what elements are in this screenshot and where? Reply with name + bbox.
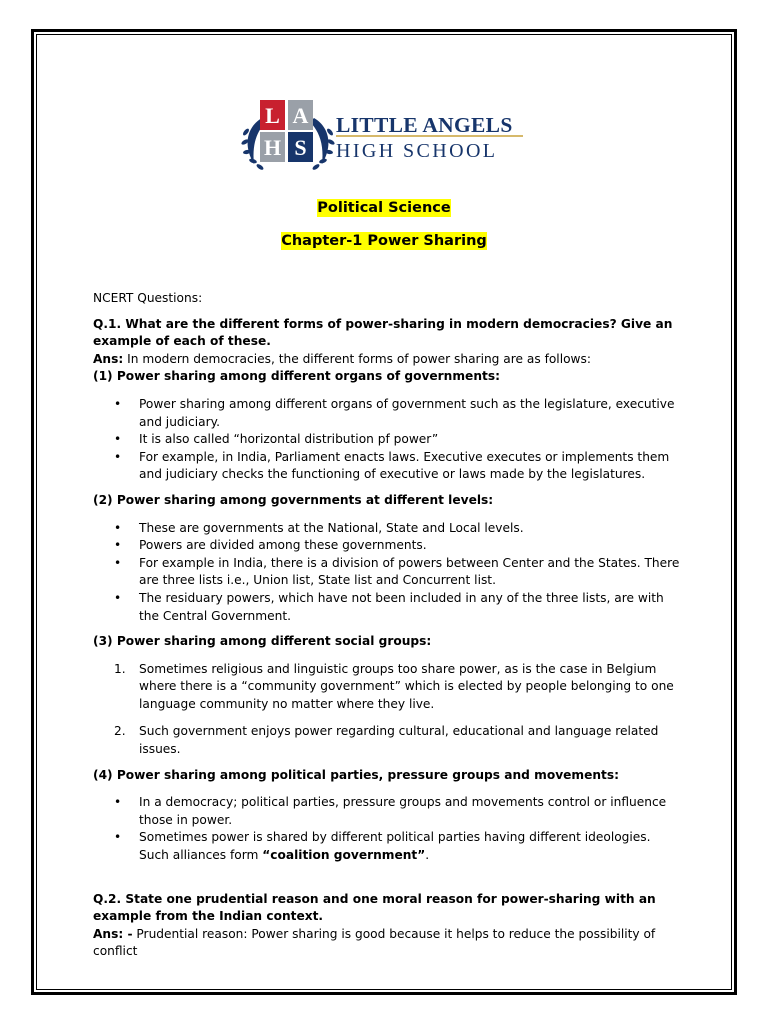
list-item: 2. Such government enjoys power regarding cultural, educational and language related issues. xyxy=(114,724,659,757)
list-item: • It is also called “horizontal distribution pf power” xyxy=(114,432,439,447)
title-text: Political Science xyxy=(317,200,451,216)
logo-letter-s: S xyxy=(294,135,307,160)
list-item: • The residuary powers, which have not been included in any of the three lists, are with the Central Government. xyxy=(114,590,664,623)
laurel-right-icon xyxy=(310,118,335,171)
subheading-4: (4) Power sharing among political parties, pressure groups and movements: xyxy=(93,767,620,782)
answer-1-intro: Ans: In modern democracies, the different forms of power sharing are as follows: xyxy=(93,351,591,366)
document-title xyxy=(0,200,768,216)
bullet-list-4 xyxy=(93,794,683,864)
subheading-3: (3) Power sharing among different social groups: xyxy=(93,634,432,649)
subheading-1: (1) Power sharing among different organs of governments: xyxy=(93,369,500,384)
logo-school-name-line1: LITTLE ANGELS xyxy=(336,113,513,137)
list-item: • In a democracy; political parties, pressure groups and movements control or influence those in power. xyxy=(114,795,667,827)
question-1: Q.1. What are the different forms of power-sharing in modern democracies? Give an example of each of these. xyxy=(93,316,673,349)
logo-school-name-line2: HIGH SCHOOL xyxy=(336,140,498,162)
list-item: • Sometimes power is shared by different political parties having different ideologies. Such alliances form “coalition government”. xyxy=(114,830,651,863)
logo-letter-l: L xyxy=(265,103,280,128)
chapter-text: Chapter-1 Power Sharing xyxy=(281,233,487,249)
logo-letter-h: H xyxy=(263,135,282,160)
answer-2-intro: Ans: - Prudential reason: Power sharing is good because it helps to reduce the possibility of conflict xyxy=(93,926,656,959)
list-item: • For example, in India, Parliament enacts laws. Executive executes or implements them and judiciary checks the functioning of executive or laws made by the legislatures. xyxy=(114,449,670,482)
question-2: Q.2. State one prudential reason and one moral reason for power-sharing with an example from the Indian context. xyxy=(93,891,656,924)
list-item: • These are governments at the National, State and Local levels. xyxy=(114,520,524,535)
numbered-list-3 xyxy=(93,661,683,759)
bullet-list-2 xyxy=(93,520,683,626)
list-item: 1. Sometimes religious and linguistic groups too share power, as is the case in Belgium where there is a “community government” which is elected by people belonging to one language community no matter where they live. xyxy=(114,661,674,711)
list-item: • Powers are divided among these governments. xyxy=(114,538,427,553)
section-label: NCERT Questions: xyxy=(93,291,203,305)
chapter-title xyxy=(0,233,768,249)
subheading-2: (2) Power sharing among governments at different levels: xyxy=(93,492,494,507)
list-item: • For example in India, there is a division of powers between Center and the States. There are three lists i.e., Union list, State list and Concurrent list. xyxy=(114,555,680,588)
bullet-list-1 xyxy=(93,396,683,484)
list-item: • Power sharing among different organs of government such as the legislature, executive and judiciary. xyxy=(114,396,675,429)
document-body xyxy=(93,290,683,961)
logo-letter-a: A xyxy=(292,103,309,128)
